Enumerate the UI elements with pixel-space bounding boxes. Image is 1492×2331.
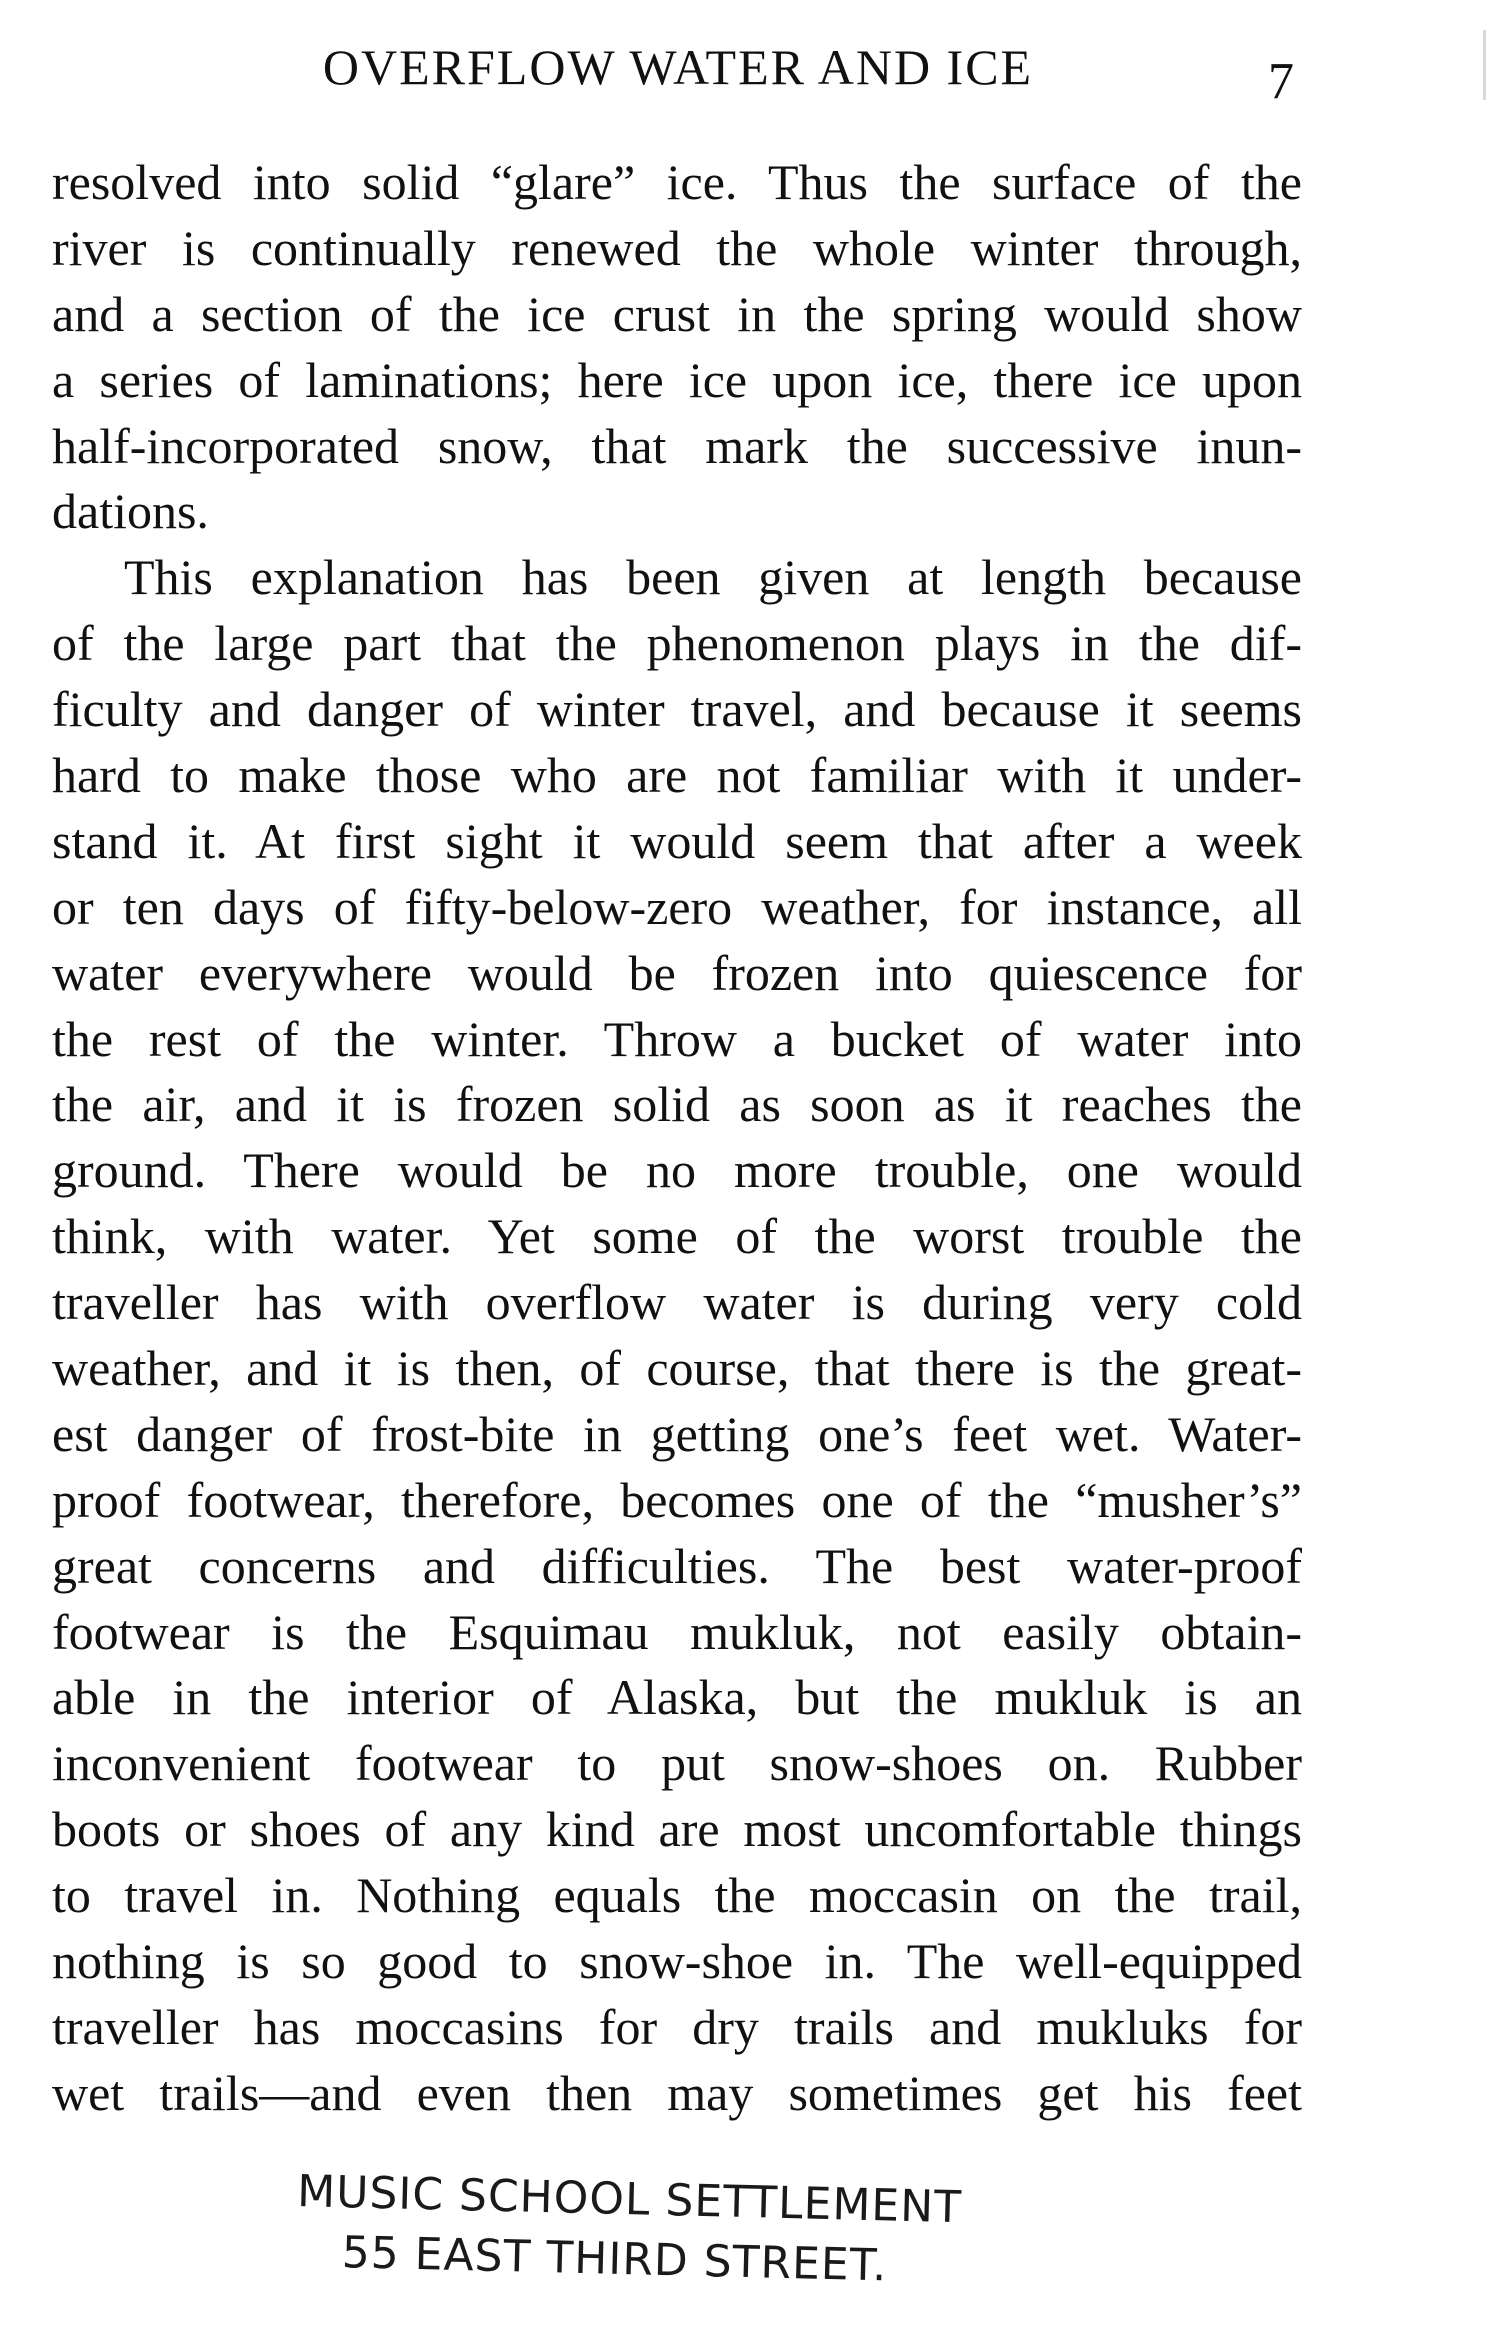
text-line: of the large part that the phenomenon plays in the dif- — [52, 615, 1302, 672]
text-line: boots or shoes of any kind are most uncomfortable things — [52, 1801, 1302, 1858]
text-line: wet trails—and even then may sometimes get his feet — [52, 2064, 1302, 2121]
text-line: think, with water. Yet some of the worst trouble the — [52, 1208, 1302, 1265]
text-line: the air, and it is frozen solid as soon as it reaches the — [52, 1076, 1302, 1133]
text-line: and a section of the ice crust in the spring would show — [52, 285, 1302, 342]
text-line: traveller has with overflow water is during very cold — [52, 1274, 1302, 1331]
text-line: the rest of the winter. Throw a bucket of water into — [52, 1010, 1302, 1067]
text-line: great concerns and difficulties. The best water-proof — [52, 1537, 1302, 1594]
text-line: est danger of frost-bite in getting one’s feet wet. Water- — [52, 1405, 1302, 1462]
text-line: water everywhere would be frozen into quiescence for — [52, 944, 1302, 1001]
text-line: proof footwear, therefore, becomes one of the “musher’s” — [52, 1471, 1302, 1528]
text-line: inconvenient footwear to put snow-shoes on. Rubber — [52, 1735, 1302, 1792]
text-line: stand it. At first sight it would seem that after a week — [52, 812, 1302, 869]
library-stamp — [295, 2162, 963, 2297]
text-line: This explanation has been given at length because — [124, 549, 1302, 606]
text-line: footwear is the Esquimau mukluk, not easily obtain- — [52, 1603, 1302, 1660]
page-number: 7 — [1268, 53, 1294, 110]
stamp-line-name: MUSIC SCHOOL SETTLEMENT — [296, 2165, 963, 2234]
running-title: OVERFLOW WATER AND ICE — [322, 39, 1034, 95]
text-line: resolved into solid “glare” ice. Thus the surface of the — [52, 154, 1302, 210]
text-line: hard to make those who are not familiar with it under- — [52, 747, 1302, 804]
text-line: ground. There would be no more trouble, one would — [52, 1142, 1302, 1199]
text-line: ficulty and danger of winter travel, and because it seems — [52, 681, 1302, 738]
text-line: or ten days of fifty-below-zero weather, for instance, all — [52, 878, 1302, 935]
margin-mark — [1483, 30, 1486, 100]
text-line: traveller has moccasins for dry trails and mukluks for — [52, 1998, 1302, 2055]
text-line: a series of laminations; here ice upon ice, there ice upon — [52, 351, 1302, 408]
text-line: dations. — [52, 483, 209, 540]
text-line: to travel in. Nothing equals the moccasin on the trail, — [52, 1867, 1302, 1924]
text-line: nothing is so good to snow-shoe in. The well-equipped — [52, 1933, 1302, 1990]
stamp-line-address: 55 EAST THIRD STREET. — [341, 2227, 888, 2292]
text-line: half-incorporated snow, that mark the successive inun- — [52, 417, 1302, 474]
text-line: able in the interior of Alaska, but the mukluk is an — [52, 1669, 1302, 1726]
text-line: river is continually renewed the whole winter through, — [52, 219, 1302, 276]
body-text — [52, 150, 1302, 2127]
text-line: weather, and it is then, of course, that there is the great- — [52, 1340, 1302, 1397]
